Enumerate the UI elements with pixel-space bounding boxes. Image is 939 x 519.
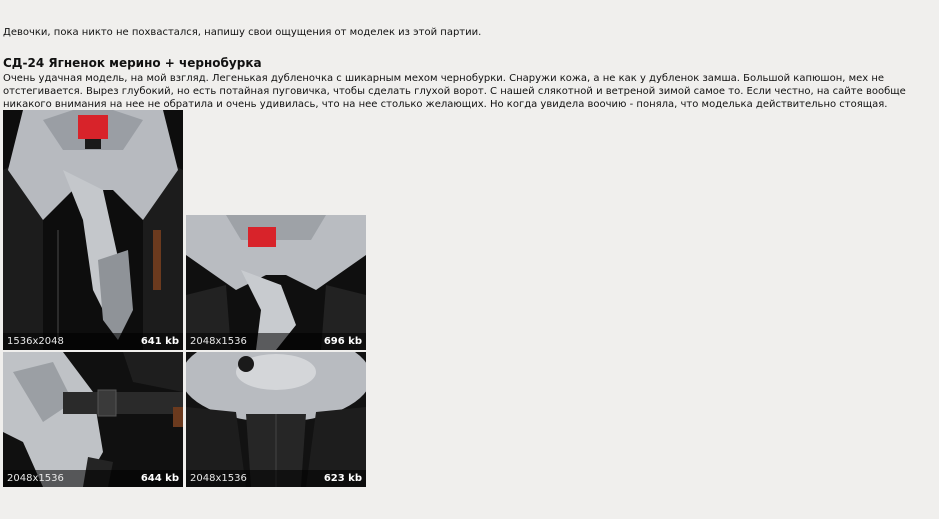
jacket-photo-4 bbox=[186, 352, 366, 487]
image-filesize: 641 kb bbox=[140, 336, 179, 347]
image-filesize: 644 kb bbox=[140, 473, 179, 484]
image-filesize: 623 kb bbox=[323, 473, 362, 484]
jacket-photo-3 bbox=[3, 352, 183, 487]
image-dimensions: 2048x1536 bbox=[190, 473, 247, 484]
image-thumbnail-4[interactable] bbox=[186, 352, 366, 487]
image-dimensions: 2048x1536 bbox=[190, 336, 247, 347]
image-thumbnail-3[interactable] bbox=[3, 352, 183, 487]
image-thumbnail-1[interactable] bbox=[3, 110, 183, 350]
image-caption-1 bbox=[3, 333, 183, 350]
post-description: Очень удачная модель, на мой взгляд. Легенькая дубленочка с шикарным мехом чернобурки. Снаружи кожа, а не как у дубленок замша. Большой капюшон, мех не отстегивается. Вырез глубокий, но есть потайная пуговичка, чтобы сделать глухой ворот. С нашей слякотной и ветреной зимой самое то. Если честно, на сайте вообще никакого внимания на нее не обратила и очень удивилась, что на нее столько желающих. Но когда увидела воочию - поняла, что моделька действительно стоящая. bbox=[3, 73, 906, 110]
post-intro: Девочки, пока никто не похвастался, напишу свои ощущения от моделек из этой партии. bbox=[3, 27, 482, 38]
image-filesize: 696 kb bbox=[323, 336, 362, 347]
jacket-photo-2 bbox=[186, 215, 366, 350]
image-thumbnail-2[interactable] bbox=[186, 215, 366, 350]
image-dimensions: 1536x2048 bbox=[7, 336, 64, 347]
jacket-photo-1 bbox=[3, 110, 183, 350]
image-dimensions: 2048x1536 bbox=[7, 473, 64, 484]
post-title: СД-24 Ягненок мерино + чернобурка bbox=[3, 56, 262, 70]
image-caption-4 bbox=[186, 470, 366, 487]
image-caption-2 bbox=[186, 333, 366, 350]
image-caption-3 bbox=[3, 470, 183, 487]
